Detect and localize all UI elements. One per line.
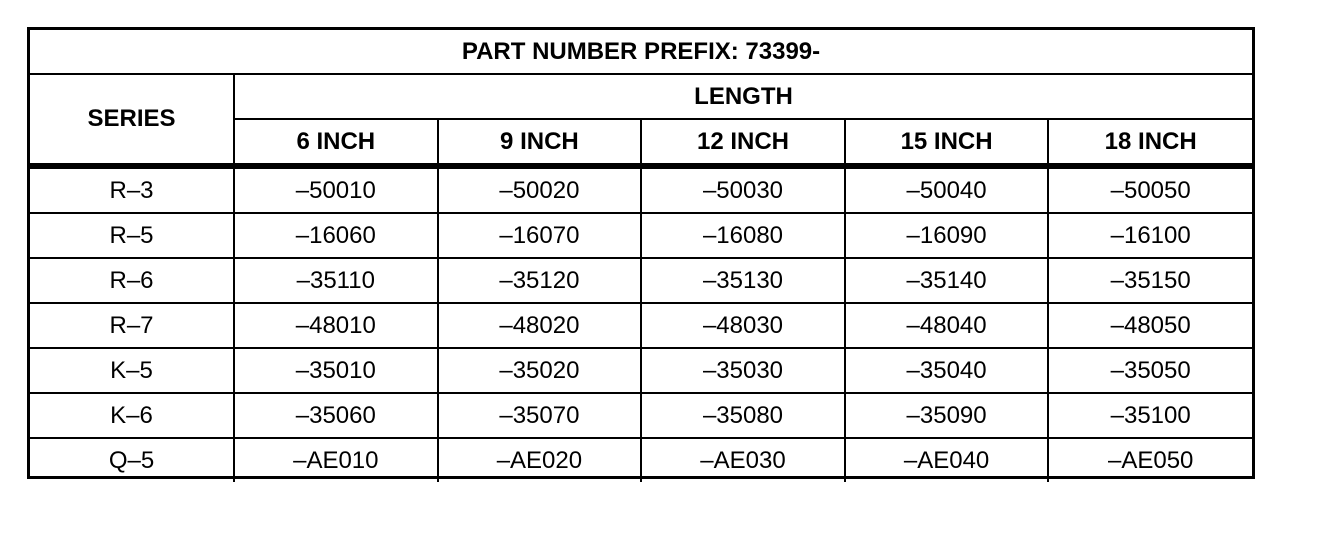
series-header: SERIES <box>30 74 234 166</box>
part-number-cell: –16100 <box>1048 213 1252 258</box>
part-number-cell: –50030 <box>641 166 845 213</box>
part-number-table-container <box>27 27 1255 479</box>
series-cell: R–6 <box>30 258 234 303</box>
part-number-cell: –AE010 <box>234 438 438 482</box>
table-title: PART NUMBER PREFIX: 73399- <box>30 30 1252 74</box>
length-header-row <box>30 74 1252 119</box>
part-number-cell: –AE030 <box>641 438 845 482</box>
part-number-cell: –50050 <box>1048 166 1252 213</box>
part-number-table <box>30 30 1252 482</box>
part-number-cell: –35110 <box>234 258 438 303</box>
part-number-cell: –35080 <box>641 393 845 438</box>
part-number-cell: –35040 <box>845 348 1049 393</box>
part-number-cell: –35010 <box>234 348 438 393</box>
part-number-cell: –35100 <box>1048 393 1252 438</box>
part-number-cell: –35140 <box>845 258 1049 303</box>
part-number-cell: –35020 <box>438 348 642 393</box>
part-number-cell: –50010 <box>234 166 438 213</box>
length-column-header: 9 INCH <box>438 119 642 166</box>
part-number-cell: –35050 <box>1048 348 1252 393</box>
length-header: LENGTH <box>234 74 1252 119</box>
length-column-header: 18 INCH <box>1048 119 1252 166</box>
part-number-cell: –35060 <box>234 393 438 438</box>
length-column-header: 6 INCH <box>234 119 438 166</box>
part-number-cell: –AE050 <box>1048 438 1252 482</box>
table-row <box>30 393 1252 438</box>
table-row <box>30 348 1252 393</box>
part-number-cell: –50040 <box>845 166 1049 213</box>
table-row <box>30 213 1252 258</box>
length-column-header: 12 INCH <box>641 119 845 166</box>
series-cell: R–7 <box>30 303 234 348</box>
part-number-cell: –16070 <box>438 213 642 258</box>
table-title-row <box>30 30 1252 74</box>
part-number-cell: –48020 <box>438 303 642 348</box>
series-cell: Q–5 <box>30 438 234 482</box>
length-column-header: 15 INCH <box>845 119 1049 166</box>
part-number-cell: –AE020 <box>438 438 642 482</box>
part-number-cell: –35130 <box>641 258 845 303</box>
series-cell: K–6 <box>30 393 234 438</box>
part-number-cell: –35030 <box>641 348 845 393</box>
table-row <box>30 303 1252 348</box>
part-number-cell: –48040 <box>845 303 1049 348</box>
part-number-cell: –35120 <box>438 258 642 303</box>
part-number-cell: –50020 <box>438 166 642 213</box>
part-number-cell: –16060 <box>234 213 438 258</box>
part-number-cell: –16090 <box>845 213 1049 258</box>
part-number-cell: –48050 <box>1048 303 1252 348</box>
part-number-cell: –48030 <box>641 303 845 348</box>
series-cell: R–3 <box>30 166 234 213</box>
part-number-cell: –35090 <box>845 393 1049 438</box>
part-number-cell: –16080 <box>641 213 845 258</box>
series-cell: K–5 <box>30 348 234 393</box>
part-number-cell: –35070 <box>438 393 642 438</box>
part-number-cell: –48010 <box>234 303 438 348</box>
table-row <box>30 166 1252 213</box>
table-row <box>30 258 1252 303</box>
part-number-cell: –AE040 <box>845 438 1049 482</box>
part-number-cell: –35150 <box>1048 258 1252 303</box>
series-cell: R–5 <box>30 213 234 258</box>
table-row <box>30 438 1252 482</box>
